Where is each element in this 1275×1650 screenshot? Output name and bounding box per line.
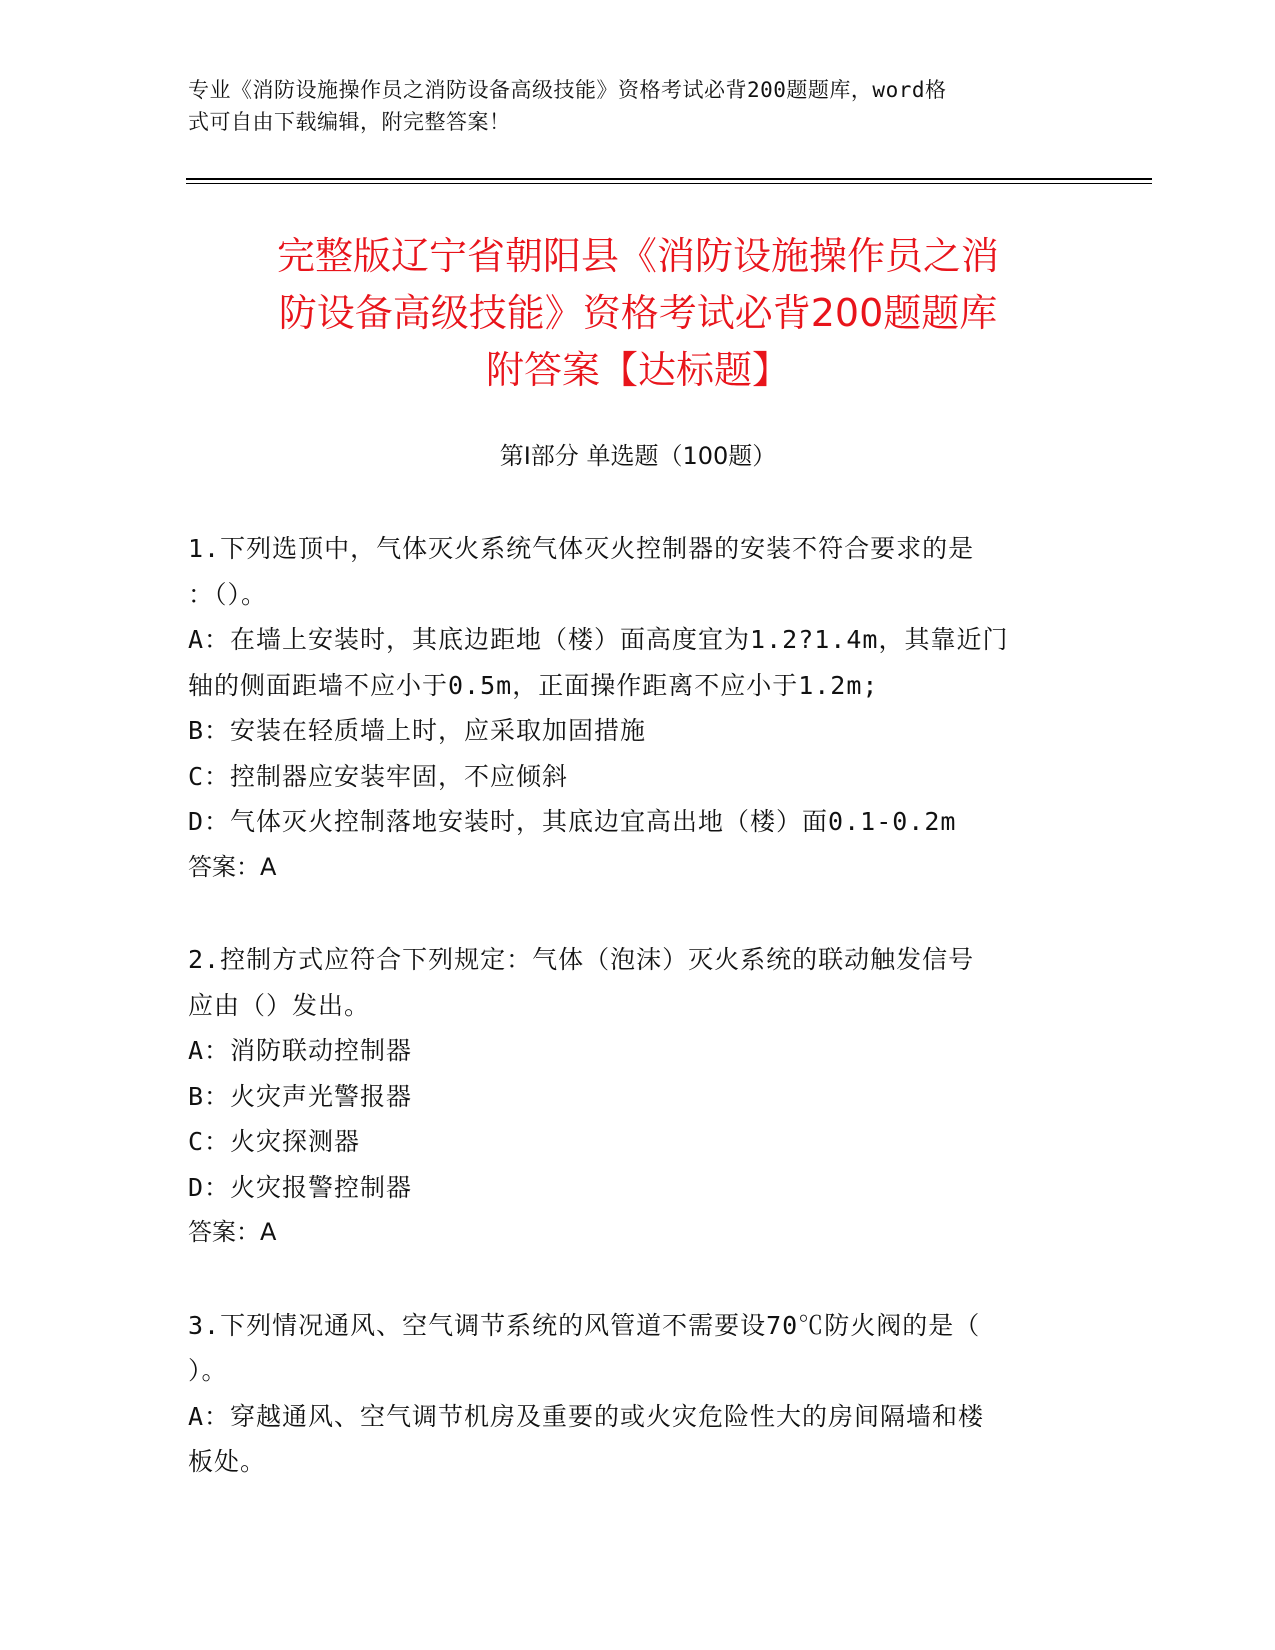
header-note-line-1: 专业《消防设施操作员之消防设备高级技能》资格考试必背200题题库，word格 [188,78,947,102]
section-title: 第Ⅰ部分 单选题（100题） [499,442,777,470]
option-b: B：安装在轻质墙上时，应采取加固措施 [188,716,647,745]
document-title [188,228,1088,399]
option-d: D：气体灭火控制落地安装时，其底边宜高出地（楼）面0.1-0.2m [188,807,957,836]
option-c: C：火灾探测器 [188,1127,361,1156]
question-stem: 3.下列情况通风、空气调节系统的风管道不需要设70℃防火阀的是（ [188,1310,981,1340]
option-b: B：火灾声光警报器 [188,1081,413,1111]
header-divider-thick [186,178,1152,180]
header-note [188,74,1068,138]
document-title-line-3: 附答案【达标题】 [485,348,790,392]
document-title-line-2: 防设备高级技能》资格考试必背200题题库 [278,291,998,335]
question-2 [188,937,1088,1256]
answer: 答案：A [188,1218,277,1246]
option-a: A：在墙上安装时，其底边距地（楼）面高度宜为1.2?1.4m，其靠近门 [188,625,1009,654]
question-stem: 1.下列选顶中，气体灭火系统气体灭火控制器的安装不符合要求的是 [188,534,975,563]
option-d: D：火灾报警控制器 [188,1172,413,1202]
question-1 [188,526,1088,890]
option-c: C：控制器应安装牢固，不应倾斜 [188,761,569,791]
option-a: A：消防联动控制器 [188,1036,413,1065]
question-stem: 2.控制方式应符合下列规定：气体（泡沫）灭火系统的联动触发信号 [188,945,975,974]
question-stem-continued: 应由（）发出。 [188,990,371,1020]
option-a-continued: 轴的侧面距墙不应小于0.5m，正面操作距离不应小于1.2m; [188,670,879,700]
question-stem-continued: ）。 [188,1356,228,1385]
document-title-line-1: 完整版辽宁省朝阳县《消防设施操作员之消 [276,234,999,278]
question-stem-continued: ：（）。 [188,579,268,609]
header-note-line-2: 式可自由下载编辑，附完整答案！ [188,110,511,134]
question-list [188,526,1088,1532]
option-a: A：穿越通风、空气调节机房及重要的或火灾危险性大的房间隔墙和楼 [188,1401,985,1431]
option-a-continued: 板处。 [188,1447,267,1476]
answer: 答案：A [188,852,277,881]
header-divider-thin [186,183,1152,184]
question-3 [188,1303,1088,1485]
